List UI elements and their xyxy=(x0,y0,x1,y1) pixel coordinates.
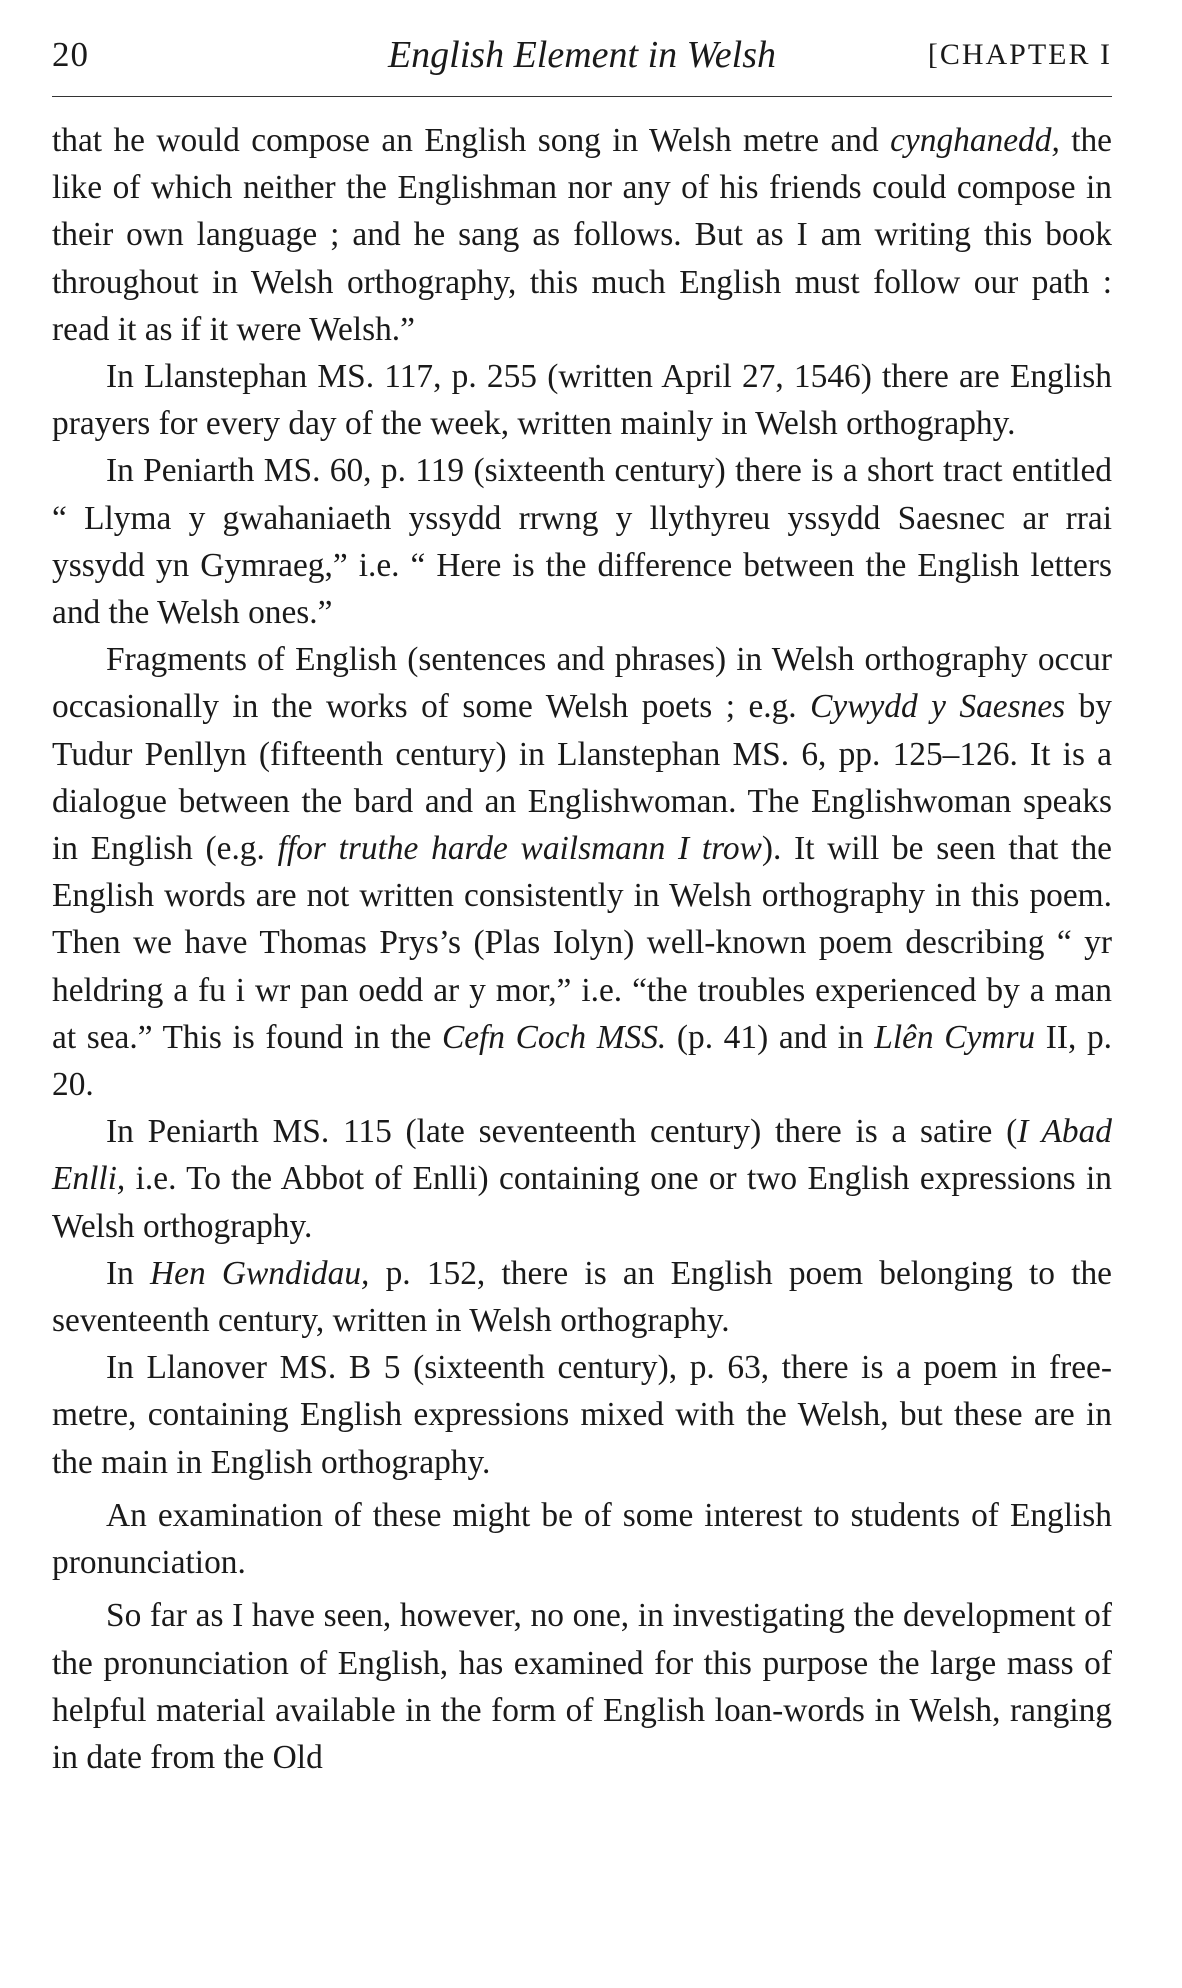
paragraph xyxy=(52,1250,1112,1344)
paragraph xyxy=(52,1492,1112,1586)
italic-title: Cywydd y Saesnes xyxy=(810,688,1066,726)
text-run: Fragments of English (sentences and phrases) in Welsh orthography occur occasionally in the works of some Welsh poets ; e.g. xyxy=(52,641,1112,726)
text-run: In xyxy=(106,1254,151,1292)
text-run: p. 152, there is an English poem belonging to the seventeenth century, written in Welsh orthography. xyxy=(52,1254,1112,1340)
paragraph xyxy=(52,1344,1112,1486)
text-run: the like of which neither the Englishman nor any of his friends could compose in their own language ; and he sang as follows. But as I am writing this book throughout in Welsh orthography, this much English must follow our path : read it as if it were Welsh.” xyxy=(52,122,1112,348)
header-rule xyxy=(52,96,1112,97)
italic-title: Hen Gwndidau, xyxy=(150,1254,370,1292)
text-run: So far as I have seen, however, no one, in investigating the development of the pronunciation of English, has examined for this purpose the large mass of helpful material available in the form of English loan-words in Welsh, ranging in date from the Old xyxy=(52,1597,1112,1776)
text-run: In Peniarth MS. 115 (late seventeenth century) there is a satire ( xyxy=(106,1113,1018,1151)
text-run: i.e. To the Abbot of Enlli) containing one or two English expressions in Welsh orthography. xyxy=(52,1160,1112,1245)
paragraph xyxy=(52,1592,1112,1781)
paragraph xyxy=(52,636,1112,1108)
text-run: In Llanover MS. B 5 (sixteenth century), p. 63, there is a poem in free-metre, containing English expressions mixed with the Welsh, but these are in the main in English orthography. xyxy=(52,1349,1112,1481)
paragraph xyxy=(52,447,1112,636)
text-run: II, p. 20. xyxy=(52,1018,1113,1104)
running-title: English Element in Welsh xyxy=(387,34,777,76)
paragraph xyxy=(52,1108,1112,1250)
body-text xyxy=(52,117,1112,1781)
italic-title: Llên Cymru xyxy=(874,1018,1036,1056)
italic-title: cynghanedd, xyxy=(890,122,1060,159)
paragraph xyxy=(52,353,1112,447)
book-page xyxy=(52,28,1112,1781)
text-run: (p. 41) and in xyxy=(666,1018,875,1056)
italic-title: Cefn Coch MSS. xyxy=(441,1018,667,1056)
text-run: An examination of these might be of some interest to students of English pronunciation. xyxy=(52,1496,1112,1582)
paragraph xyxy=(52,117,1112,353)
text-run: by Tudur Penllyn (fifteenth century) in Llanstephan MS. 6, pp. 125–126. It is a dialogue between the bard and an Englishwoman. The Englishwoman speaks in English (e.g. xyxy=(52,688,1112,868)
italic-title: I Abad Enlli, xyxy=(52,1113,1112,1198)
chapter-reference: [CHAPTER I xyxy=(927,38,1112,71)
text-run: In Llanstephan MS. 117, p. 255 (written April 27, 1546) there are English prayers for every day of the week, written mainly in Welsh orthography. xyxy=(52,358,1112,443)
italic-title: ffor truthe harde wailsmann I trow xyxy=(277,830,762,868)
page-number: 20 xyxy=(52,35,89,74)
text-run: ). It will be seen that the English words are not written consistently in Welsh orthography in this poem. Then we have Thomas Prys’s (Plas Iolyn) well-known poem describing “ yr heldring a fu i wr pan oedd ar y mor,” i.e. “the troubles experienced by a man at sea.” This is found in the xyxy=(52,830,1112,1056)
text-run: In Peniarth MS. 60, p. 119 (sixteenth century) there is a short tract entitled “ Llyma y gwahaniaeth yssydd rrwng y llythyreu yssydd Saesnec ar rrai yssydd yn Gymraeg,” i.e. “ Here is the difference between the English letters and the Welsh ones.” xyxy=(52,452,1112,632)
text-run: that he would compose an English song in Welsh metre and xyxy=(52,122,891,159)
running-head xyxy=(52,28,1112,82)
